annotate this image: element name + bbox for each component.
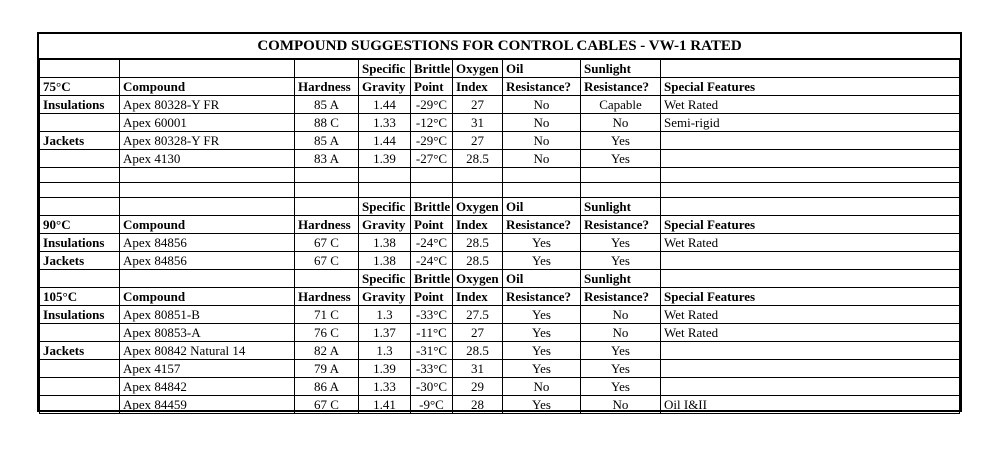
- header-sun-resistance: Resistance?: [581, 78, 661, 96]
- table-row: [40, 150, 960, 168]
- header-sun-resistance: Resistance?: [581, 288, 661, 306]
- spacer-cell: [411, 168, 453, 183]
- header-oil-resistance: Resistance?: [503, 288, 581, 306]
- row-oxygen-index: 27: [453, 96, 503, 114]
- row-brittle-point: -33°C: [411, 360, 453, 378]
- row-compound: Apex 84856: [120, 234, 295, 252]
- row-specific-gravity: 1.41: [359, 396, 411, 414]
- row-oxygen-index: 31: [453, 114, 503, 132]
- row-compound: Apex 60001: [120, 114, 295, 132]
- header-gravity: Gravity: [359, 78, 411, 96]
- table-row: [40, 342, 960, 360]
- spacer-row: [40, 183, 960, 198]
- row-oxygen-index: 29: [453, 378, 503, 396]
- header-oxygen: Oxygen: [453, 198, 503, 216]
- row-oil-resistance: No: [503, 114, 581, 132]
- row-hardness: 85 A: [295, 96, 359, 114]
- row-special-features: [661, 132, 960, 150]
- row-special-features: Wet Rated: [661, 96, 960, 114]
- row-oil-resistance: Yes: [503, 306, 581, 324]
- spacer-cell: [581, 183, 661, 198]
- row-special-features: [661, 252, 960, 270]
- row-hardness: 67 C: [295, 252, 359, 270]
- spacer-cell: [295, 183, 359, 198]
- header-special-features: Special Features: [661, 288, 960, 306]
- row-oxygen-index: 28.5: [453, 252, 503, 270]
- row-special-features: Wet Rated: [661, 306, 960, 324]
- header-point: Point: [411, 216, 453, 234]
- row-compound: Apex 80842 Natural 14: [120, 342, 295, 360]
- section-temperature: 105°C: [40, 288, 120, 306]
- header-blank: [40, 60, 120, 78]
- row-specific-gravity: 1.33: [359, 114, 411, 132]
- row-sunlight-resistance: No: [581, 324, 661, 342]
- header-blank: [40, 198, 120, 216]
- row-hardness: 85 A: [295, 132, 359, 150]
- row-specific-gravity: 1.39: [359, 150, 411, 168]
- header-hardness: Hardness: [295, 216, 359, 234]
- header-index: Index: [453, 78, 503, 96]
- row-compound: Apex 80328-Y FR: [120, 132, 295, 150]
- header-specific: Specific: [359, 60, 411, 78]
- header-specific: Specific: [359, 270, 411, 288]
- header-compound: Compound: [120, 288, 295, 306]
- header-sunlight: Sunlight: [581, 60, 661, 78]
- spacer-cell: [120, 168, 295, 183]
- row-sunlight-resistance: No: [581, 114, 661, 132]
- row-sunlight-resistance: Yes: [581, 342, 661, 360]
- spacer-cell: [453, 183, 503, 198]
- header-index: Index: [453, 216, 503, 234]
- row-brittle-point: -30°C: [411, 378, 453, 396]
- header-oil: Oil: [503, 270, 581, 288]
- row-oil-resistance: Yes: [503, 324, 581, 342]
- spacer-cell: [453, 168, 503, 183]
- spacer-cell: [359, 168, 411, 183]
- row-group: Jackets: [40, 132, 120, 150]
- header-blank: [295, 270, 359, 288]
- row-group: [40, 360, 120, 378]
- row-oxygen-index: 28: [453, 396, 503, 414]
- row-oxygen-index: 27.5: [453, 306, 503, 324]
- row-group: [40, 378, 120, 396]
- row-sunlight-resistance: Yes: [581, 252, 661, 270]
- table-body: [40, 60, 960, 414]
- row-compound: Apex 84842: [120, 378, 295, 396]
- row-hardness: 82 A: [295, 342, 359, 360]
- row-oil-resistance: Yes: [503, 342, 581, 360]
- table-row: [40, 96, 960, 114]
- row-hardness: 71 C: [295, 306, 359, 324]
- row-sunlight-resistance: Yes: [581, 150, 661, 168]
- row-compound: Apex 80328-Y FR: [120, 96, 295, 114]
- header-hardness: Hardness: [295, 288, 359, 306]
- row-brittle-point: -29°C: [411, 132, 453, 150]
- table-row: [40, 396, 960, 414]
- section-temperature: 90°C: [40, 216, 120, 234]
- row-oil-resistance: No: [503, 150, 581, 168]
- row-oil-resistance: Yes: [503, 396, 581, 414]
- row-hardness: 79 A: [295, 360, 359, 378]
- table-row: [40, 324, 960, 342]
- row-group: Insulations: [40, 96, 120, 114]
- row-group: Jackets: [40, 342, 120, 360]
- row-sunlight-resistance: Yes: [581, 234, 661, 252]
- header-blank: [661, 60, 960, 78]
- header-sun-resistance: Resistance?: [581, 216, 661, 234]
- row-brittle-point: -24°C: [411, 252, 453, 270]
- spacer-cell: [40, 183, 120, 198]
- row-brittle-point: -31°C: [411, 342, 453, 360]
- header-point: Point: [411, 78, 453, 96]
- row-specific-gravity: 1.38: [359, 252, 411, 270]
- header-oil: Oil: [503, 60, 581, 78]
- row-special-features: [661, 360, 960, 378]
- header-hardness: Hardness: [295, 78, 359, 96]
- row-special-features: [661, 342, 960, 360]
- header-compound: Compound: [120, 216, 295, 234]
- row-specific-gravity: 1.44: [359, 96, 411, 114]
- spacer-cell: [581, 168, 661, 183]
- row-hardness: 83 A: [295, 150, 359, 168]
- spacer-cell: [359, 183, 411, 198]
- spacer-cell: [120, 183, 295, 198]
- row-oxygen-index: 28.5: [453, 150, 503, 168]
- spacer-row: [40, 168, 960, 183]
- header-blank: [661, 198, 960, 216]
- row-hardness: 67 C: [295, 234, 359, 252]
- row-group: [40, 114, 120, 132]
- spacer-cell: [503, 183, 581, 198]
- header-blank: [295, 198, 359, 216]
- row-group: Jackets: [40, 252, 120, 270]
- row-sunlight-resistance: No: [581, 306, 661, 324]
- row-brittle-point: -24°C: [411, 234, 453, 252]
- row-oxygen-index: 28.5: [453, 234, 503, 252]
- header-blank: [120, 270, 295, 288]
- row-group: Insulations: [40, 306, 120, 324]
- section-header-top: [40, 198, 960, 216]
- row-brittle-point: -29°C: [411, 96, 453, 114]
- table-row: [40, 360, 960, 378]
- row-group: [40, 324, 120, 342]
- header-point: Point: [411, 288, 453, 306]
- table-row: [40, 234, 960, 252]
- row-compound: Apex 4157: [120, 360, 295, 378]
- header-oxygen: Oxygen: [453, 270, 503, 288]
- row-specific-gravity: 1.39: [359, 360, 411, 378]
- row-specific-gravity: 1.3: [359, 342, 411, 360]
- row-brittle-point: -9°C: [411, 396, 453, 414]
- row-compound: Apex 4130: [120, 150, 295, 168]
- row-specific-gravity: 1.37: [359, 324, 411, 342]
- row-brittle-point: -11°C: [411, 324, 453, 342]
- header-oxygen: Oxygen: [453, 60, 503, 78]
- table-row: [40, 132, 960, 150]
- section-header-bottom: [40, 216, 960, 234]
- header-sunlight: Sunlight: [581, 270, 661, 288]
- row-brittle-point: -27°C: [411, 150, 453, 168]
- header-specific: Specific: [359, 198, 411, 216]
- section-header-top: [40, 60, 960, 78]
- header-oil-resistance: Resistance?: [503, 216, 581, 234]
- row-hardness: 86 A: [295, 378, 359, 396]
- header-brittle: Brittle: [411, 198, 453, 216]
- table-title: COMPOUND SUGGESTIONS FOR CONTROL CABLES - VW-1 RATED: [39, 34, 960, 59]
- row-oil-resistance: Yes: [503, 360, 581, 378]
- row-oxygen-index: 27: [453, 324, 503, 342]
- row-brittle-point: -33°C: [411, 306, 453, 324]
- row-sunlight-resistance: Yes: [581, 360, 661, 378]
- spacer-cell: [661, 183, 960, 198]
- header-index: Index: [453, 288, 503, 306]
- row-specific-gravity: 1.33: [359, 378, 411, 396]
- spacer-cell: [411, 183, 453, 198]
- header-oil-resistance: Resistance?: [503, 78, 581, 96]
- row-group: Insulations: [40, 234, 120, 252]
- row-brittle-point: -12°C: [411, 114, 453, 132]
- row-special-features: [661, 378, 960, 396]
- row-special-features: Oil I&II: [661, 396, 960, 414]
- header-compound: Compound: [120, 78, 295, 96]
- row-hardness: 88 C: [295, 114, 359, 132]
- row-special-features: Semi-rigid: [661, 114, 960, 132]
- row-special-features: Wet Rated: [661, 234, 960, 252]
- row-compound: Apex 80851-B: [120, 306, 295, 324]
- section-header-top: [40, 270, 960, 288]
- table-row: [40, 378, 960, 396]
- table-row: [40, 252, 960, 270]
- row-hardness: 67 C: [295, 396, 359, 414]
- section-header-bottom: [40, 288, 960, 306]
- row-oil-resistance: Yes: [503, 234, 581, 252]
- row-oxygen-index: 27: [453, 132, 503, 150]
- section-temperature: 75°C: [40, 78, 120, 96]
- header-sunlight: Sunlight: [581, 198, 661, 216]
- table-row: [40, 306, 960, 324]
- row-oil-resistance: No: [503, 96, 581, 114]
- row-oil-resistance: No: [503, 378, 581, 396]
- row-special-features: [661, 150, 960, 168]
- row-oxygen-index: 28.5: [453, 342, 503, 360]
- row-sunlight-resistance: Yes: [581, 378, 661, 396]
- header-oil: Oil: [503, 198, 581, 216]
- header-brittle: Brittle: [411, 270, 453, 288]
- row-sunlight-resistance: No: [581, 396, 661, 414]
- header-gravity: Gravity: [359, 216, 411, 234]
- spacer-cell: [295, 168, 359, 183]
- header-special-features: Special Features: [661, 216, 960, 234]
- compound-table: [39, 59, 960, 414]
- row-specific-gravity: 1.44: [359, 132, 411, 150]
- row-special-features: Wet Rated: [661, 324, 960, 342]
- header-blank: [120, 60, 295, 78]
- section-header-bottom: [40, 78, 960, 96]
- row-oil-resistance: Yes: [503, 252, 581, 270]
- row-group: [40, 150, 120, 168]
- row-hardness: 76 C: [295, 324, 359, 342]
- row-compound: Apex 80853-A: [120, 324, 295, 342]
- row-sunlight-resistance: Capable: [581, 96, 661, 114]
- header-blank: [40, 270, 120, 288]
- header-gravity: Gravity: [359, 288, 411, 306]
- row-specific-gravity: 1.3: [359, 306, 411, 324]
- row-specific-gravity: 1.38: [359, 234, 411, 252]
- row-oil-resistance: No: [503, 132, 581, 150]
- spacer-cell: [661, 168, 960, 183]
- compound-table-sheet: [37, 32, 962, 412]
- row-sunlight-resistance: Yes: [581, 132, 661, 150]
- row-compound: Apex 84459: [120, 396, 295, 414]
- header-blank: [295, 60, 359, 78]
- header-brittle: Brittle: [411, 60, 453, 78]
- spacer-cell: [503, 168, 581, 183]
- header-special-features: Special Features: [661, 78, 960, 96]
- header-blank: [120, 198, 295, 216]
- table-row: [40, 114, 960, 132]
- row-compound: Apex 84856: [120, 252, 295, 270]
- spacer-cell: [40, 168, 120, 183]
- header-blank: [661, 270, 960, 288]
- row-oxygen-index: 31: [453, 360, 503, 378]
- row-group: [40, 396, 120, 414]
